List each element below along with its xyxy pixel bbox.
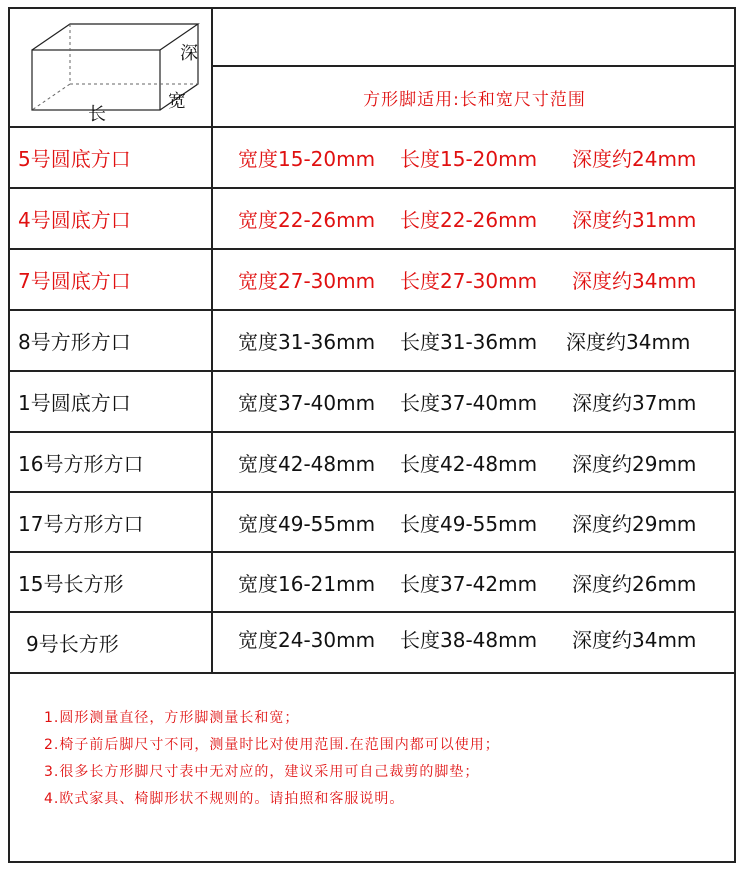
row-width: 宽度49-55mm [238,511,376,536]
header-divider [213,65,736,67]
row-model: 8号方形方口 [18,330,131,354]
notes-section [44,705,724,813]
row-depth: 深度约24mm [572,147,697,171]
row-width: 宽度22-26mm [238,208,376,232]
row-dims [238,553,733,611]
row-depth: 深度约34mm [572,269,697,293]
row-length: 长度37-42mm [400,571,538,596]
row-model: 15号长方形 [18,571,124,596]
row-depth: 深度约34mm [566,330,691,354]
row-width: 宽度37-40mm [238,391,376,415]
row-model: 9号长方形 [26,632,119,656]
row-model: 16号方形方口 [18,451,144,476]
row-model: 7号圆底方口 [18,269,131,293]
row-dims [238,372,733,431]
row-width: 宽度24-30mm [238,627,376,652]
row-dims [238,311,733,370]
row-model: 4号圆底方口 [18,208,131,232]
row-length: 长度27-30mm [400,269,538,293]
row-depth: 深度约29mm [572,451,697,476]
row-length: 长度42-48mm [400,451,538,476]
box-diagram [20,12,210,122]
row-length: 长度37-40mm [400,391,538,415]
row-length: 长度22-26mm [400,208,538,232]
header-title: 方形脚适用:长和宽尺寸范围 [363,89,586,110]
row-depth: 深度约34mm [572,627,697,652]
note-item: 3.很多长方形脚尺寸表中无对应的，建议采用可自己裁剪的脚垫； [44,764,480,780]
width-label: 宽 [168,91,186,112]
row-dims [238,613,733,663]
row-dims [238,493,733,551]
row-length: 长度38-48mm [400,627,538,652]
row-length: 长度31-36mm [400,330,538,354]
row-depth: 深度约37mm [572,391,697,415]
row-dims [238,250,733,309]
row-width: 宽度27-30mm [238,269,376,293]
row-depth: 深度约29mm [572,511,697,536]
row-width: 宽度31-36mm [238,330,376,354]
row-depth: 深度约26mm [572,571,697,596]
row-model: 1号圆底方口 [18,391,131,415]
row-length: 长度49-55mm [400,511,538,536]
depth-label: 深 [180,43,198,64]
row-width: 宽度42-48mm [238,451,376,476]
row-width: 宽度16-21mm [238,571,376,596]
row-length: 长度15-20mm [400,147,538,171]
row-dims [238,189,733,248]
note-item: 4.欧式家具、椅脚形状不规则的。请拍照和客服说明。 [44,791,405,807]
row-dims [238,128,733,187]
row-model: 17号方形方口 [18,511,144,536]
table-bottom [8,672,736,674]
row-dims [238,433,733,491]
row-model: 5号圆底方口 [18,147,131,171]
row-depth: 深度约31mm [572,208,697,232]
note-item: 2.椅子前后脚尺寸不同，测量时比对使用范围.在范围内都可以使用； [44,737,500,753]
length-label: 长 [88,104,106,122]
row-width: 宽度15-20mm [238,147,376,171]
note-item: 1.圆形测量直径，方形脚测量长和宽； [44,710,300,726]
